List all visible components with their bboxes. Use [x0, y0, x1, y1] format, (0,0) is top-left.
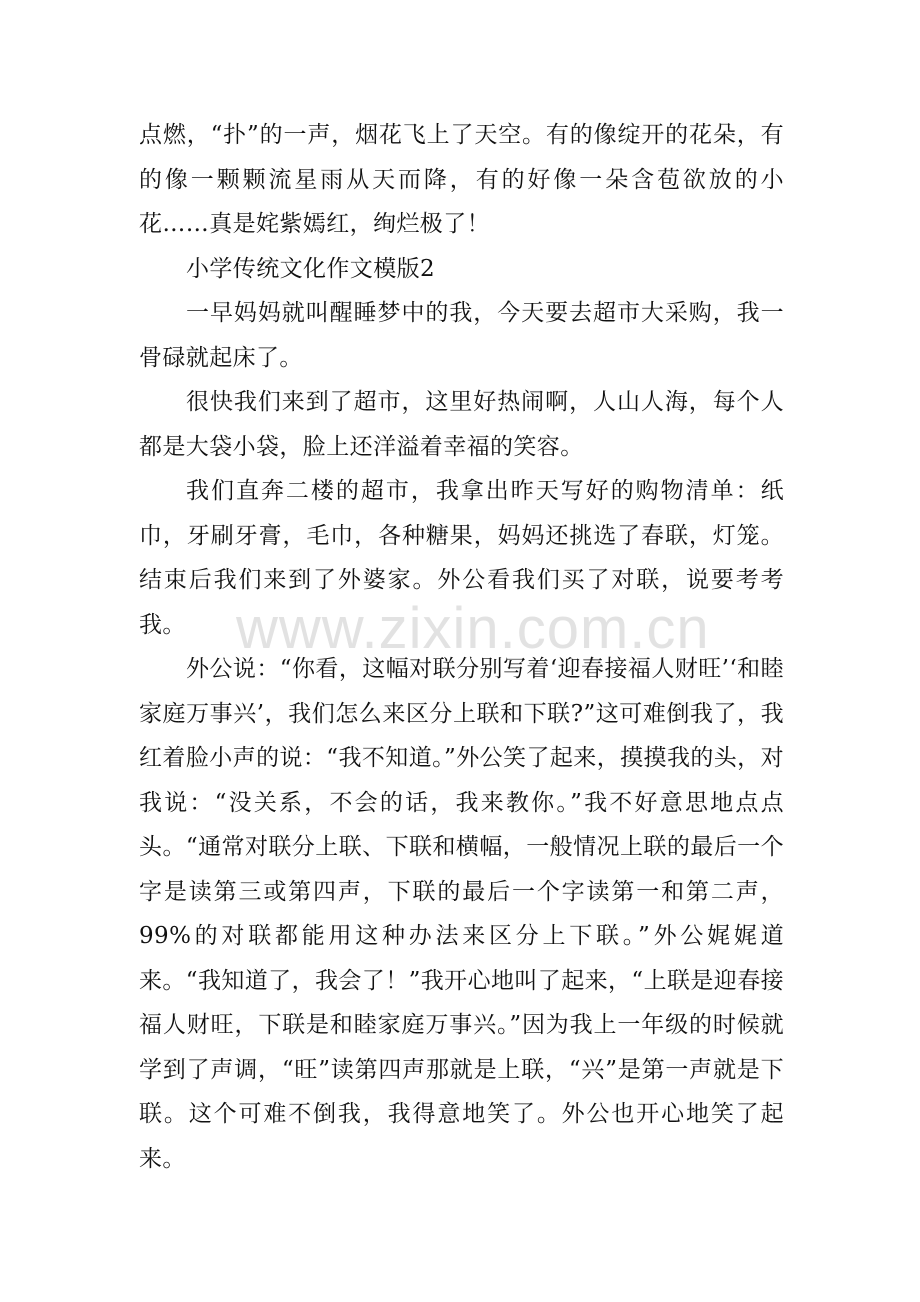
paragraph-couplets: 外公说：“你看，这幅对联分别写着‘迎春接福人财旺’‘和睦家庭万事兴’，我们怎么来区分上联和下联?”这可难倒我了，我红着脸小声的说：“我不知道。”外公笑了起来，摸摸我的头，对我说：“没关系，不会的话，我来教你。”我不好意思地点点头。“通常对联分上联、下联和横幅，一般情况上联的最后一个字是读第三或第四声，下联的最后一个字读第一和第二声，99%的对联都能用这种办法来区分上下联。”外公娓娓道来。“我知道了，我会了！”我开心地叫了起来，“上联是迎春接福人财旺，下联是和睦家庭万事兴。”因为我上一年级的时候就学到了声调，“旺”读第四声那就是上联，“兴”是第一声就是下联。这个可难不倒我，我得意地笑了。外公也开心地笑了起来。 — [139, 656, 784, 1172]
paragraph-fireworks: 点燃，“扑”的一声，烟花飞上了天空。有的像绽开的花朵，有的像一颗颗流星雨从天而降，有的好像一朵含苞欲放的小花……真是姹紫嫣红，绚烂极了！ — [139, 122, 784, 237]
section-title: 小学传统文化作文模版2 — [186, 255, 436, 282]
article-body — [139, 113, 784, 1181]
watermark: www.zixin.com.cn — [236, 596, 710, 661]
paragraph-shopping-list: 我们直奔二楼的超市，我拿出昨天写好的购物清单：纸巾，牙刷牙膏，毛巾，各种糖果，妈妈还挑选了春联，灯笼。结束后我们来到了外婆家。外公看我们买了对联，说要考考我。 — [139, 478, 784, 638]
paragraph-wake-up: 一早妈妈就叫醒睡梦中的我，今天要去超市大采购，我一骨碌就起床了。 — [139, 300, 784, 371]
paragraph-supermarket: 很快我们来到了超市，这里好热闹啊，人山人海，每个人都是大袋小袋，脸上还洋溢着幸福的笑容。 — [139, 389, 784, 460]
